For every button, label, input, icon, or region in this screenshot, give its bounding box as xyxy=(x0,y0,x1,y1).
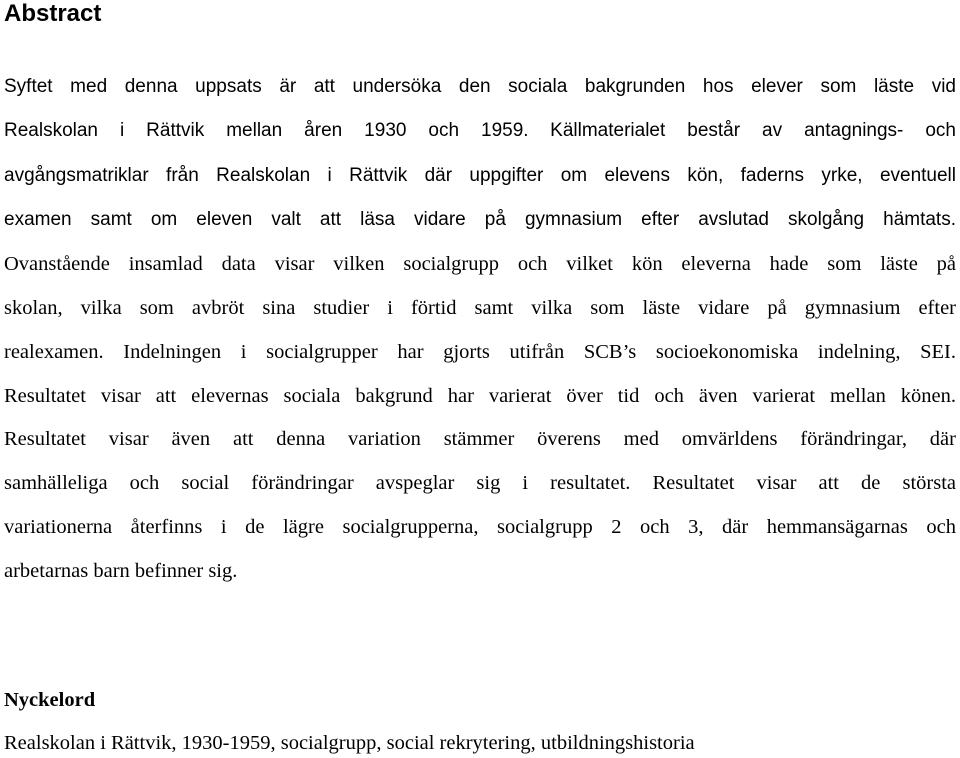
abstract-line-6: skolan, vilka som avbröt sina studier i förtid samt vilka som läste vidare på gymnasium efter xyxy=(4,297,956,319)
abstract-line-9: Resultatet visar även att denna variation stämmer överens med omvärldens förändringar, där xyxy=(4,428,956,450)
abstract-line-5: Ovanstående insamlad data visar vilken socialgrupp och vilket kön eleverna hade som läste på xyxy=(4,253,956,275)
abstract-line-1: Syftet med denna uppsats är att undersöka den sociala bakgrunden hos elever som läste vid xyxy=(4,76,956,97)
abstract-line-7: realexamen. Indelningen i socialgrupper har gjorts utifrån SCB’s socioekonomiska indelning, SEI. xyxy=(4,341,956,363)
abstract-line-2-part-2: Källmaterialet består av antagnings- och xyxy=(550,120,956,141)
abstract-line-2-part-1: Realskolan i Rättvik mellan åren 1930 och 1959. xyxy=(4,120,529,141)
abstract-line-4: examen samt om eleven valt att läsa vidare på gymnasium efter avslutad skolgång hämtats. xyxy=(4,209,956,230)
abstract-heading: Abstract xyxy=(4,0,102,27)
abstract-line-11: variationerna återfinns i de lägre socialgrupperna, socialgrupp 2 och 3, där hemmansägarnas och xyxy=(4,516,956,538)
keywords-heading: Nyckelord xyxy=(4,689,96,711)
abstract-line-10: samhälleliga och social förändringar avspeglar sig i resultatet. Resultatet visar att de största xyxy=(4,472,956,494)
abstract-line-3: avgångsmatriklar från Realskolan i Rättvik där uppgifter om elevens kön, faderns yrke, eventuell xyxy=(4,165,956,186)
abstract-line-2 xyxy=(4,118,956,144)
abstract-line-8: Resultatet visar att elevernas sociala bakgrund har varierat över tid och även varierat mellan könen. xyxy=(4,385,956,407)
abstract-line-12: arbetarnas barn befinner sig. xyxy=(4,560,238,582)
keywords-text: Realskolan i Rättvik, 1930-1959, socialgrupp, social rekrytering, utbildningshistoria xyxy=(4,732,695,754)
